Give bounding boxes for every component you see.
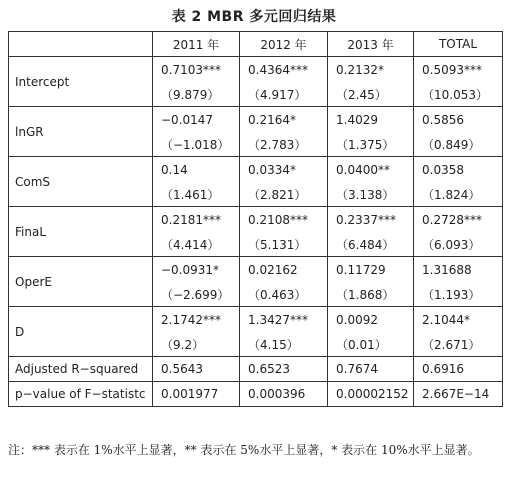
tstat-cell: （9.879）: [153, 82, 240, 107]
row-label: Intercept: [9, 57, 153, 107]
row-label: FinaL: [9, 207, 153, 257]
coefficient-cell: 0.14: [153, 157, 240, 183]
coefficient-cell: 0.0400**: [328, 157, 414, 183]
coefficient-cell: −0.0147: [153, 107, 240, 133]
tstat-cell: （0.463）: [240, 282, 328, 307]
tstat-cell: （1.193）: [414, 282, 503, 307]
tstat-cell: （2.671）: [414, 332, 503, 357]
coefficient-cell: 1.31688: [414, 257, 503, 283]
stat-cell: 0.6916: [414, 357, 503, 382]
header-cell-2011: 2011 年: [153, 32, 240, 57]
tstat-cell: （10.053）: [414, 82, 503, 107]
stat-cell: 0.001977: [153, 382, 240, 407]
tstat-cell: （1.824）: [414, 182, 503, 207]
tstat-cell: （0.01）: [328, 332, 414, 357]
tstat-cell: （4.917）: [240, 82, 328, 107]
footnote-text: 注：*** 表示在 1%水平上显著，** 表示在 5%水平上显著，* 表示在 10%水平上显著。: [8, 443, 480, 457]
table-title: 表 2 MBR 多元回归结果: [171, 9, 337, 25]
tstat-cell: （3.138）: [328, 182, 414, 207]
tstat-cell: （1.868）: [328, 282, 414, 307]
header-cell-2013: 2013 年: [328, 32, 414, 57]
tstat-cell: （0.849）: [414, 132, 503, 157]
table-row-coefficient: [9, 107, 503, 133]
tstat-cell: （−2.699）: [153, 282, 240, 307]
coefficient-cell: 0.2164*: [240, 107, 328, 133]
stat-cell: 0.6523: [240, 357, 328, 382]
row-label: OperE: [9, 257, 153, 307]
tstat-cell: （9.2）: [153, 332, 240, 357]
header-cell-empty: [9, 32, 153, 57]
row-label: D: [9, 307, 153, 357]
table-row-coefficient: [9, 207, 503, 233]
tstat-cell: （6.093）: [414, 232, 503, 257]
row-label: lnGR: [9, 107, 153, 157]
stat-cell: 0.5643: [153, 357, 240, 382]
tstat-cell: （2.45）: [328, 82, 414, 107]
table-row-coefficient: [9, 157, 503, 183]
header-cell-total: TOTAL: [414, 32, 503, 57]
stat-cell: 0.7674: [328, 357, 414, 382]
tstat-cell: （6.484）: [328, 232, 414, 257]
coefficient-cell: 0.0358: [414, 157, 503, 183]
coefficient-cell: 0.2337***: [328, 207, 414, 233]
tstat-cell: （2.783）: [240, 132, 328, 157]
tstat-cell: （4.414）: [153, 232, 240, 257]
stat-cell: 0.00002152: [328, 382, 414, 407]
table-footnote: [8, 440, 504, 460]
coefficient-cell: −0.0931*: [153, 257, 240, 283]
coefficient-cell: 0.0092: [328, 307, 414, 333]
row-label: Adjusted R−squared: [9, 357, 153, 382]
table-row-coefficient: [9, 257, 503, 283]
coefficient-cell: 0.5093***: [414, 57, 503, 83]
coefficient-cell: 0.2132*: [328, 57, 414, 83]
coefficient-cell: 0.02162: [240, 257, 328, 283]
row-label: p−value of F−statistc: [9, 382, 153, 407]
table-row-adjusted-r-squared: [9, 357, 503, 382]
coefficient-cell: 0.0334*: [240, 157, 328, 183]
coefficient-cell: 0.2728***: [414, 207, 503, 233]
tstat-cell: （−1.018）: [153, 132, 240, 157]
coefficient-cell: 0.11729: [328, 257, 414, 283]
tstat-cell: （1.461）: [153, 182, 240, 207]
table-header-row: [9, 32, 503, 57]
tstat-cell: （1.375）: [328, 132, 414, 157]
stat-cell: 0.000396: [240, 382, 328, 407]
coefficient-cell: 2.1742***: [153, 307, 240, 333]
regression-table: [8, 31, 503, 407]
tstat-cell: （5.131）: [240, 232, 328, 257]
table-row-p-value: [9, 382, 503, 407]
coefficient-cell: 1.4029: [328, 107, 414, 133]
row-label: ComS: [9, 157, 153, 207]
tstat-cell: （2.821）: [240, 182, 328, 207]
coefficient-cell: 0.5856: [414, 107, 503, 133]
header-cell-2012: 2012 年: [240, 32, 328, 57]
coefficient-cell: 0.2108***: [240, 207, 328, 233]
tstat-cell: （4.15）: [240, 332, 328, 357]
coefficient-cell: 0.7103***: [153, 57, 240, 83]
coefficient-cell: 0.2181***: [153, 207, 240, 233]
coefficient-cell: 1.3427***: [240, 307, 328, 333]
stat-cell: 2.667E−14: [414, 382, 503, 407]
coefficient-cell: 2.1044*: [414, 307, 503, 333]
coefficient-cell: 0.4364***: [240, 57, 328, 83]
table-row-coefficient: [9, 307, 503, 333]
table-row-coefficient: [9, 57, 503, 83]
